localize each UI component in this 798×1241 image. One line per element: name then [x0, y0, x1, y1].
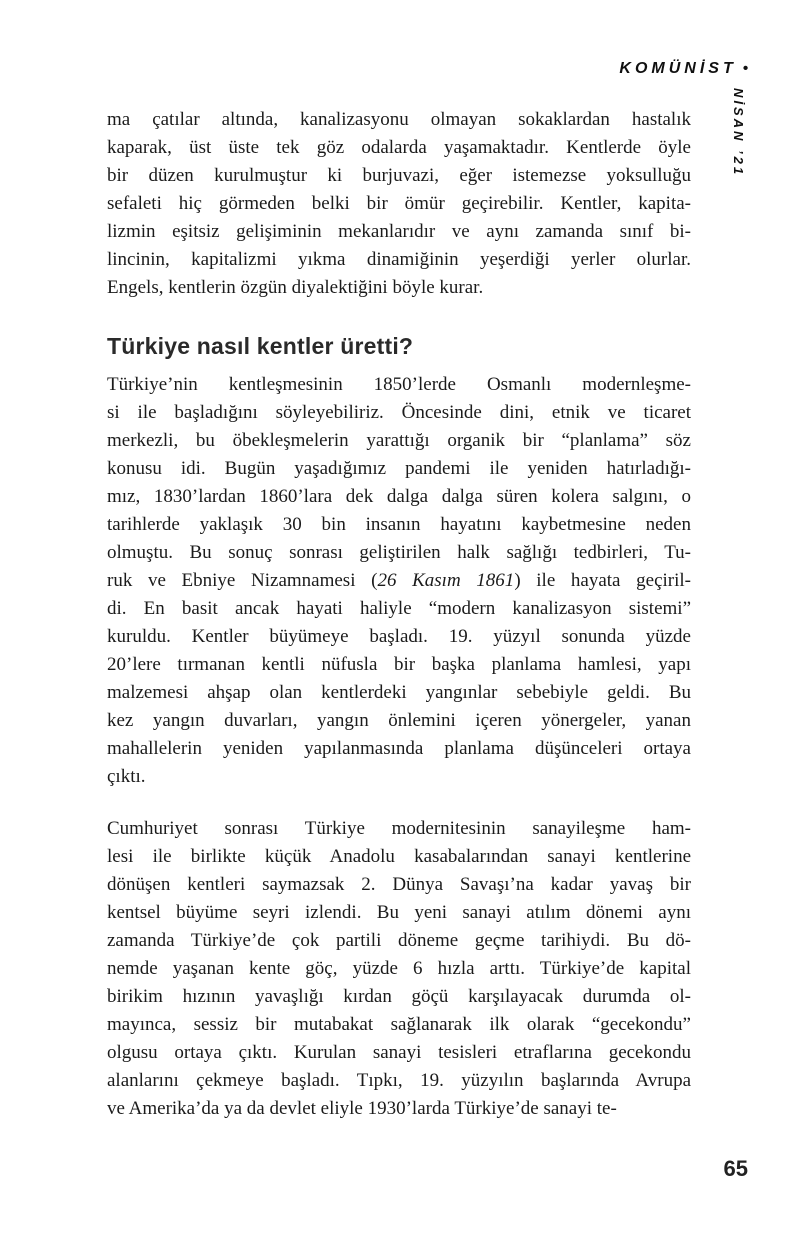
- text-line: kuruldu. Kentler büyümeye başladı. 19. yüzyıl sonunda yüzde: [107, 626, 691, 647]
- text-line: sefaleti hiç görmeden belki bir ömür geçirebilir. Kentler, kapita-: [107, 193, 691, 214]
- section-heading: Türkiye nasıl kentler üretti?: [107, 333, 414, 359]
- text-line: ve Amerika’da ya da devlet eliyle 1930’larda Türkiye’de sanayi te-: [107, 1098, 617, 1119]
- text-line: mahallelerin yeniden yapılanmasında planlama düşünceleri ortaya: [107, 738, 691, 759]
- text-line: di. En basit ancak hayati haliyle “modern kanalizasyon sistemi”: [107, 598, 691, 619]
- text-line: lesi ile birlikte küçük Anadolu kasabalarından sanayi kentlerine: [107, 846, 691, 867]
- text-line: zamanda Türkiye’de çok partili döneme geçme tarihiydi. Bu dö-: [107, 930, 691, 951]
- text-line: merkezli, bu öbekleşmelerin yarattığı organik bir “planlama” söz: [107, 430, 691, 451]
- text-line: konusu idi. Bugün yaşadığımız pandemi ile yeniden hatırladığı-: [107, 458, 691, 479]
- page-number: 65: [723, 1156, 748, 1181]
- text-line: Engels, kentlerin özgün diyalektiğini böyle kurar.: [107, 277, 484, 298]
- journal-title: KOMÜNİST: [619, 60, 737, 77]
- text-line: ruk ve Ebniye Nizamnamesi (26 Kasım 1861) ile hayata geçiril-: [107, 570, 691, 591]
- text-line: kentsel büyüme seyri izlendi. Bu yeni sanayi atılım dönemi aynı: [107, 902, 691, 923]
- text-line: kaparak, üst üste tek göz odalarda yaşamaktadır. Kentlerde öyle: [107, 137, 691, 158]
- text-line: birikim hızının yavaşlığı kırdan göçü karşılayacak durumda ol-: [107, 986, 691, 1007]
- issue-label-vertical: NİSAN ’21: [731, 88, 746, 178]
- text-line: dönüşen kentleri saymazsak 2. Dünya Savaşı’na kadar yavaş bir: [107, 874, 691, 895]
- text-line: olmuştu. Bu sonuç sonrası geliştirilen halk sağlığı tedbirleri, Tu-: [107, 542, 691, 563]
- paragraph: [107, 815, 691, 1123]
- text-line: si ile başladığını söyleyebiliriz. Öncesinde dini, etnik ve ticaret: [107, 402, 691, 423]
- text-column: [107, 106, 691, 1123]
- text-line: lizmin eşitsiz gelişiminin mekanlarıdır ve aynı zamanda sınıf bi-: [107, 221, 691, 242]
- text-line: kez yangın duvarları, yangın önlemini içeren yönergeler, yanan: [107, 710, 691, 731]
- text-line: malzemesi ahşap olan kentlerdeki yangınlar sebebiyle geldi. Bu: [107, 682, 691, 703]
- text-line: tarihlerde yaklaşık 30 bin insanın hayatını kaybetmesine neden: [107, 514, 691, 535]
- text-line: alanlarını çekmeye başladı. Tıpkı, 19. yüzyılın başlarında Avrupa: [107, 1070, 691, 1091]
- text-line: Cumhuriyet sonrası Türkiye modernitesinin sanayileşme ham-: [107, 818, 691, 839]
- text-line: çıktı.: [107, 766, 146, 787]
- text-line: bir düzen kurulmuştur ki burjuvazi, eğer istemezse yoksulluğu: [107, 165, 691, 186]
- paragraph: [107, 106, 691, 302]
- running-header: [619, 60, 748, 78]
- text-line: lincinin, kapitalizmi yıkma dinamiğinin yeşerdiği yerler olurlar.: [107, 249, 691, 270]
- text-line: nemde yaşanan kente göç, yüzde 6 hızla arttı. Türkiye’de kapital: [107, 958, 691, 979]
- text-line: Türkiye’nin kentleşmesinin 1850’lerde Osmanlı modernleşme-: [107, 374, 691, 395]
- text-line: 20’lere tırmanan kentli nüfusla bir başka planlama hamlesi, yapı: [107, 654, 691, 675]
- text-line: mayınca, sessiz bir mutabakat sağlanarak ilk olarak “gecekondu”: [107, 1014, 691, 1035]
- text-line: ma çatılar altında, kanalizasyonu olmayan sokaklardan hastalık: [107, 109, 691, 130]
- paragraph: [107, 371, 691, 791]
- header-bullet-icon: •: [742, 60, 748, 77]
- text-line: mız, 1830’lardan 1860’lara dek dalga dalga süren kolera salgını, o: [107, 486, 691, 507]
- text-line: olgusu ortaya çıktı. Kurulan sanayi tesisleri etraflarına gecekondu: [107, 1042, 691, 1063]
